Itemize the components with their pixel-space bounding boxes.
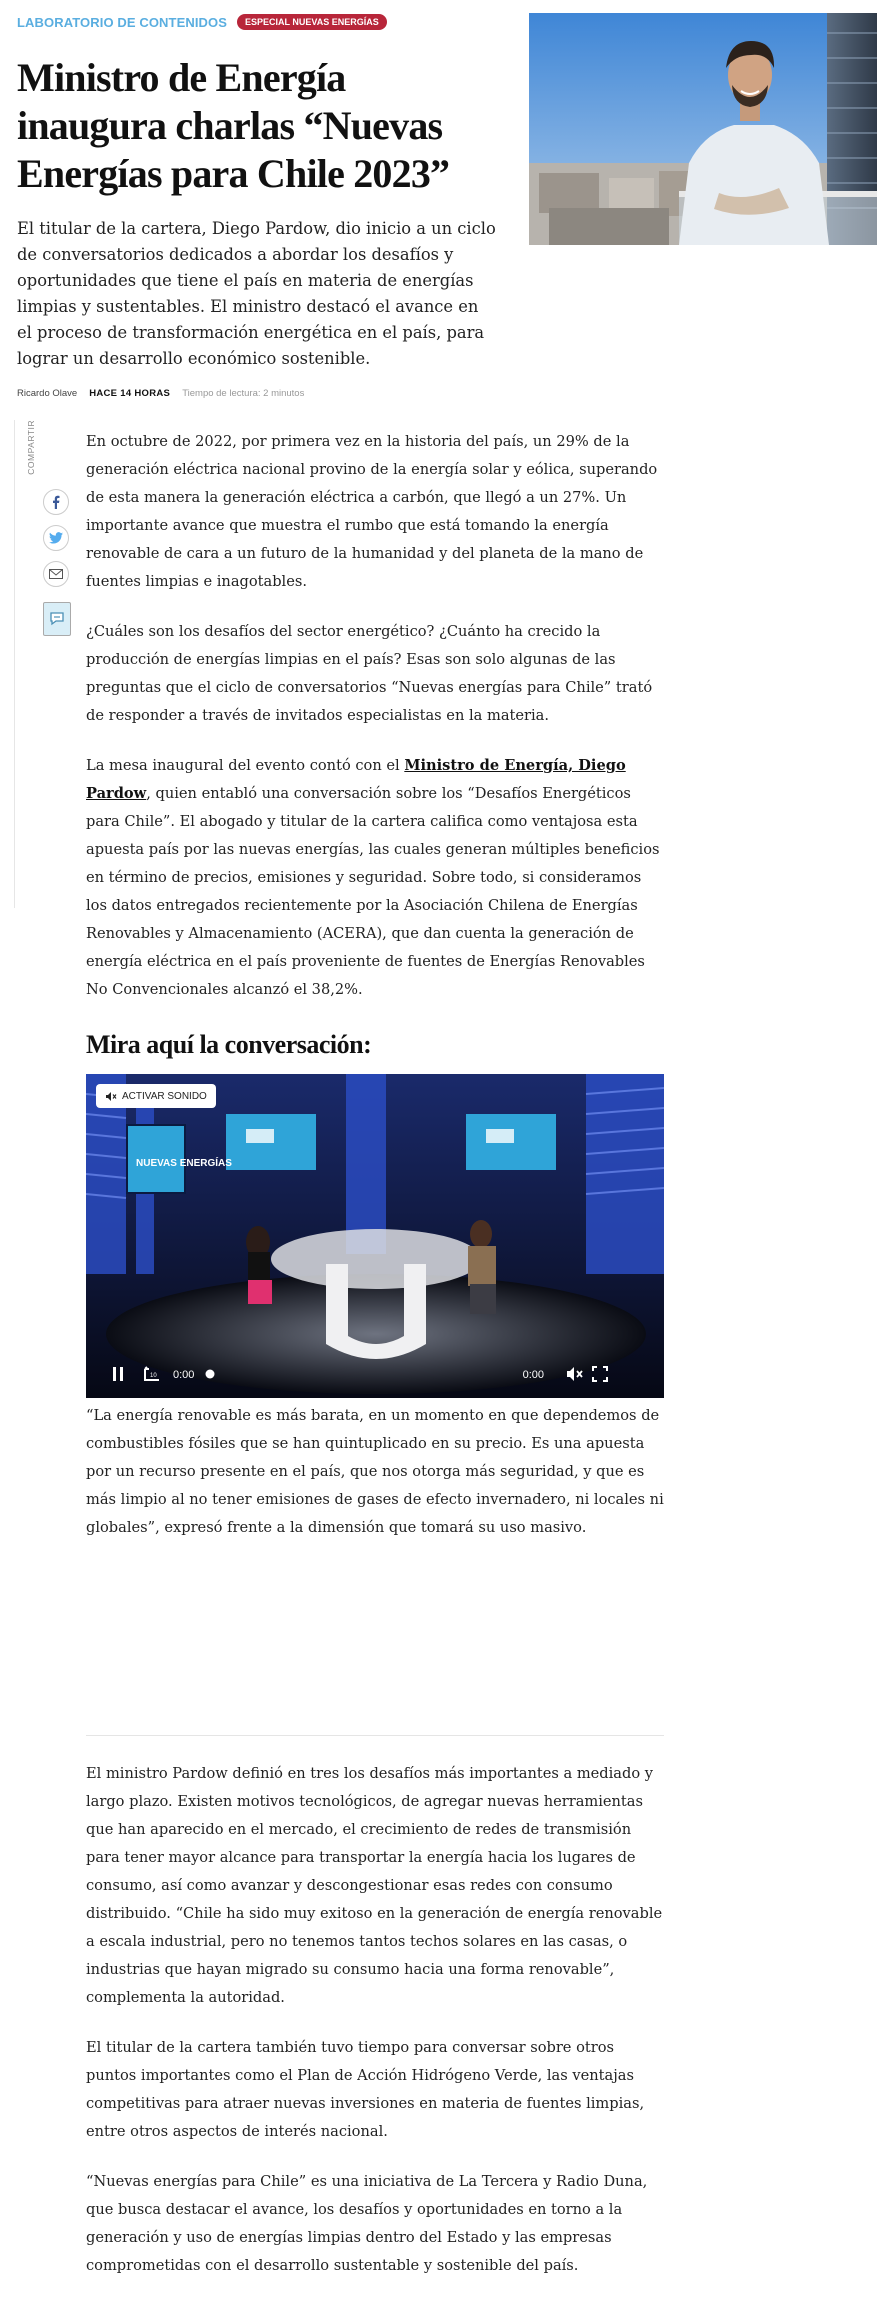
scrubber-icon [205,1369,215,1379]
article-body-continued [86,1760,664,2280]
comments-button[interactable] [43,602,71,636]
duration: 0:00 [522,1369,544,1381]
quote-paragraph: “La energía renovable es más barata, en un momento en que dependemos de combustibles fósiles que se han quintuplicado en su precio. Es una apuesta por un recurso presente en el país, que nos otorga más seguridad, y que es más limpio al no tener emisiones de gases de efecto invernadero, ni locales ni globales”, expresó frente a la dimensión que tomará su uso masivo. [86,1407,664,1536]
share-label: COMPARTIR [26,420,36,475]
mute-button[interactable] [566,1366,584,1386]
video-player[interactable] [86,1074,664,1398]
email-icon [49,569,63,579]
paragraph [86,752,664,1004]
paragraph-text: , quien entabló una conversación sobre los “Desafíos Energéticos para Chile”. El abogado y titular de la cartera califica como ventajosa esta apuesta país por las nuevas energías, las cuales generan múltiples beneficios en término de precios, emisiones y seguridad. Sobre todo, si consideramos los datos entregados recientemente por la Asociación Chilena de Energías Renovables y Almacenamiento (ACERA), que dan cuenta la generación de energía eléctrica en el país proveniente de fuentes de Energías Renovables No Convencionales alcanzó el 38,2%. [86,785,660,998]
twitter-icon [49,532,63,544]
paragraph: “Nuevas energías para Chile” es una iniciativa de La Tercera y Radio Duna, que busca destacar el avance, los desafíos y oportunidades en torno a la generación y uso de energías limpias dentro del Estado y las empresas comprometidas con el desarrollo sustentable y sostenible del país. [86,2173,648,2274]
comment-icon [48,610,66,628]
video-heading: Mira aquí la conversación: [86,1030,372,1059]
paragraph: En octubre de 2022, por primera vez en la historia del país, un 29% de la generación eléctrica nacional provino de la energía solar y eólica, superando de esta manera la generación eléctrica a carbón, que llegó a un 27%. Un importante avance que muestra el rumbo que está tomando la energía renovable de cara a un futuro de la humanidad y del planeta de la mano de fuentes limpias e inagotables. [86,433,658,590]
special-badge[interactable]: ESPECIAL NUEVAS ENERGÍAS [237,14,387,30]
video-frame [86,1074,664,1398]
email-share-button[interactable] [43,561,69,587]
svg-text:10: 10 [150,1373,157,1379]
sound-toggle-button[interactable] [96,1084,216,1108]
speaker-muted-icon [105,1091,117,1102]
dek: El titular de la cartera, Diego Pardow, dio inicio a un ciclo de conversatorios dedicados a abordar los desafíos y oportunidades que tiene el país en materia de energías limpias y sustentables. El ministro destacó el avance en el proceso de transformación energética en el país, para lograr un desarrollo económico sostenible. [17,219,496,368]
volume-muted-icon [566,1366,584,1382]
publish-time: HACE 14 HORAS [89,388,171,399]
fullscreen-icon [592,1366,608,1382]
section-divider [86,1735,664,1736]
pause-icon [112,1366,124,1382]
progress-handle[interactable] [205,1364,215,1383]
kicker-row [17,12,497,32]
current-time: 0:00 [173,1369,195,1381]
fullscreen-button[interactable] [592,1366,608,1386]
paragraph: ¿Cuáles son los desafíos del sector energético? ¿Cuánto ha crecido la producción de energías limpias en el país? Esas son solo algunas de las preguntas que el ciclo de conversatorios “Nuevas energías para Chile” trató de responder a través de invitados especialistas en la materia. [86,623,653,724]
article-header [17,12,497,399]
twitter-share-button[interactable] [43,525,69,551]
reading-time: Tiempo de lectura: 2 minutos [182,388,305,399]
paragraph-text: La mesa inaugural del evento contó con el [86,757,405,774]
rewind-10-button[interactable] [143,1366,161,1386]
headline: Ministro de Energía inaugura charlas “Nuevas Energías para Chile 2023” [17,55,450,196]
paragraph: El titular de la cartera también tuvo tiempo para conversar sobre otros puntos importantes como el Plan de Acción Hidrógeno Verde, las ventajas competitivas para atraer nuevas inversiones en materia de fuentes limpias, entre otros aspectos de interés nacional. [86,2039,645,2140]
byline [17,388,497,399]
screen-text: NUEVAS ENERGÍAS [136,1158,232,1169]
minister-link[interactable]: Ministro de Energía, Diego Pardow [86,757,626,802]
pause-button[interactable] [112,1366,124,1386]
rewind-icon [143,1366,161,1382]
article-body [86,428,664,1542]
section-label[interactable]: LABORATORIO DE CONTENIDOS [17,14,228,30]
author-name[interactable]: Ricardo Olave [17,388,78,399]
facebook-share-button[interactable] [43,489,69,515]
hero-photo [529,13,877,245]
share-rail [14,420,50,908]
facebook-icon [50,495,62,509]
paragraph: El ministro Pardow definió en tres los desafíos más importantes a mediado y largo plazo. Existen motivos tecnológicos, de agregar nuevas herramientas que han aparecido en el mercado, el crecimiento de redes de transmisión para tener mayor alcance para transportar la energía hacia los lugares de consumo, así como avanzar y descongestionar esas redes con consumo distribuido. “Chile ha sido muy exitoso en la generación de energía renovable a escala industrial, pero no tenemos tantos techos solares en las casas, o industrias que hayan migrado su consumo hacia una forma renovable”, complementa la autoridad. [86,1765,663,2006]
sound-toggle-label: ACTIVAR SONIDO [122,1090,207,1102]
